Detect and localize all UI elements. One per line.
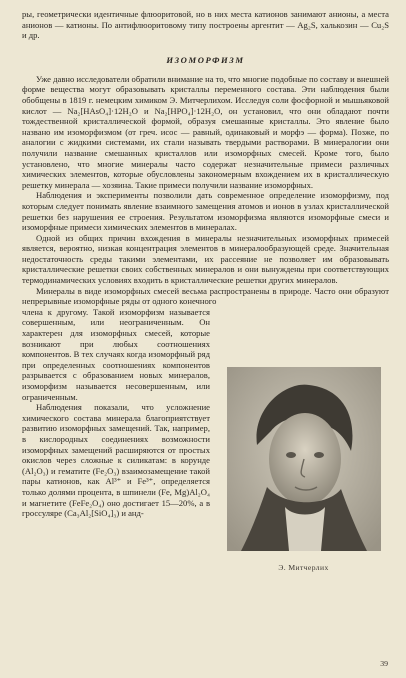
- portrait-caption: Э. Митчерлих: [278, 562, 329, 572]
- paragraph-5: Наблюдения показали, что усложнение химического состава минерала благоприятствует развитию изоморфных замещений. Так, например, в кислородных соединениях возможности изоморфных замещений расширяются от простых окислов через сложные к силикатам: в корунде (Al₂O₃) и гематите (Fe₂O₃) взаимозамещение такой пары катионов, как Al³⁺ и Fe³⁺, определяется только долями процента, в шпинели (Fe, Mg)Al₂O₄ и магнетите (FeFe₂O₄) оно достигает 15—20%, а в гроссуляре (Ca₃Al₂[SiO₄]₃) и анд-: [22, 402, 210, 519]
- page-number: 39: [380, 659, 388, 668]
- section-title: ИЗОМОРФИЗМ: [166, 54, 245, 65]
- top-paragraph-block: [22, 9, 389, 41]
- paragraph-2: Наблюдения и эксперименты позволили дать современное определение изоморфизму, под которым следует понимать явление взаимного замещения атомов и ионов в узлах кристаллической решетки без нарушения ее строения. Результатом изоморфизма являются изоморфные смеси и изоморфные примеси химических элементов в минералах.: [22, 190, 389, 233]
- top-paragraph: ры, геометрически идентичные флюоритовой, но в них места катионов занимают анионы, а места анионов — катионы. По антифлюоритовому типу построены аргентит — Ag₂S, халькозин — Cu₂S и др.: [22, 9, 389, 41]
- paragraph-1: Уже давно исследователи обратили внимание на то, что многие подобные по составу и внешней форме вещества могут образовывать кристаллы переменного состава. Эти наблюдения были обобщены в 1819 г. немецким химиком Э. Митчерлихом. Исследуя соли фосфорной и мышьяковой кислот — Na₂[HAsO₄]·12H₂O и Na₂[HPO₄]·12H₂O, он установил, что они обладают почти тождественной кристаллической формой, образуя смешанные кристаллы. Это явление было названо им изоморфизмом (от греч. исос — равный, одинаковый и морфэ — форма). Позже, по аналогии с жидкими системами, их стали называть твердыми растворами. В минералогии они получили название смешанных кристаллов или изоморфных смесей. Кроме того, было установлено, что многие минералы часто содержат незначительные примеси различных химических элементов, которые обусловлены закономерным вхождением их в кристаллическую решетку минерала — хозяина. Такие примеси получили название изоморфных.: [22, 73, 389, 190]
- portrait-column: [218, 307, 389, 572]
- two-column-section: [22, 307, 389, 572]
- paragraph-4-continued: члена к другому. Такой изоморфизм называется совершенным, или неограниченным. Он характерен для изоморфных смесей, которые возникают при любых соотношениях компонентов. В тех случаях когда изоморфный ряд при определенных соотношениях компонентов разрывается с образованием новых минералов, изоморфизм называется несовершенным, или ограниченным.: [22, 306, 210, 402]
- paragraph-3: Одной из общих причин вхождения в минералы незначительных изоморфных примесей является, вероятно, низкая концентрация элементов в минералообразующей среде. Значительная недостаточность среды такими элементами, их рассеяние не позволяет им образовывать кристаллические решетки своих собственных минералов и они вынуждены при соответствующих термодинамических условиях входить в кристаллические решетки других минералов.: [22, 232, 389, 286]
- main-text: [22, 74, 389, 307]
- paragraph-4-intro: Минералы в виде изоморфных смесей весьма распространены в природе. Часто они образуют непрерывные изоморфные ряды от одного конечного: [22, 285, 389, 307]
- left-text-column: [22, 307, 210, 572]
- portrait-image: [227, 367, 381, 551]
